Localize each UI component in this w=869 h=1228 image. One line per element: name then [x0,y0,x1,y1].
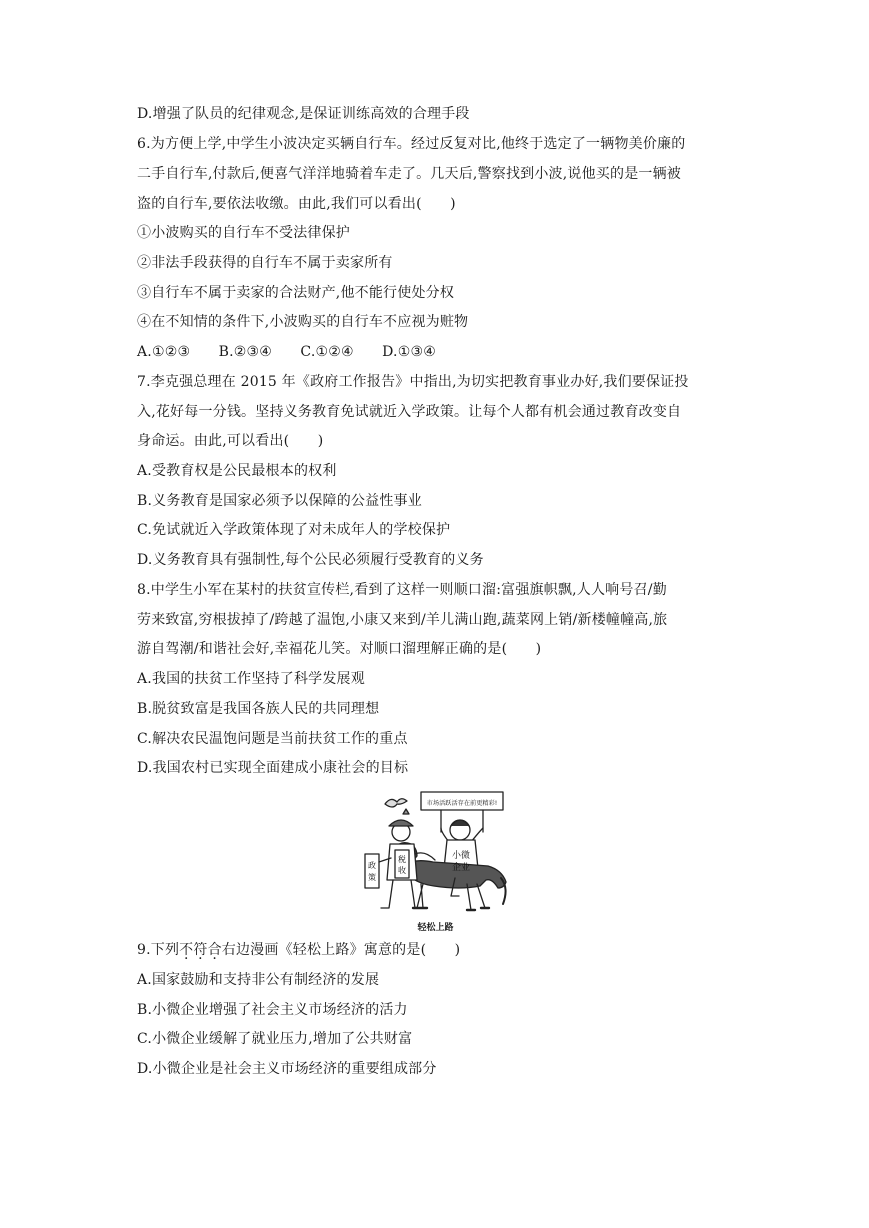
sign-label: 市场活跃活存在前更精彩! [426,800,498,807]
q8-option-a: A.我国的扶贫工作坚持了科学发展观 [137,671,365,687]
q8-option-c: C.解决农民温饱问题是当前扶贫工作的重点 [137,731,408,747]
q7-stem-line-1: 7.李克强总理在 2015 年《政府工作报告》中指出,为切实把教育事业办好,我们要保证投 [137,374,689,390]
q9-option-b: B.小微企业增强了社会主义市场经济的活力 [137,1002,408,1018]
q7-stem-line-3: 身命运。由此,可以看出( ) [137,433,324,449]
emphasis-char-2: 符 [193,942,208,958]
q8-option-b: B.脱贫致富是我国各族人民的共同理想 [137,701,380,717]
tax-label-2: 收 [398,866,406,875]
policy-label-1: 政 [368,861,376,870]
q6-options: A.①②③ B.②③④ C.①②④ D.①③④ [137,344,436,360]
q7-option-c: C.免试就近入学政策体现了对未成年人的学校保护 [137,522,451,538]
q6-statement-1: ①小波购买的自行车不受法律保护 [137,225,350,241]
q6-statement-4: ④在不知情的条件下,小波购买的自行车不应视为赃物 [137,314,469,330]
cartoon-caption: 轻松上路 [417,923,454,933]
q8-stem-line-2: 劳来致富,穷根拔掉了/跨越了温饱,小康又来到/羊儿满山跑,蔬菜网上销/新楼幢幢高,旅 [137,612,668,628]
q6-statement-3: ③自行车不属于卖家的合法财产,他不能行使处分权 [137,285,455,301]
policy-label-2: 策 [368,873,376,882]
q8-stem-line-3: 游自驾潮/和谐社会好,幸福花儿笑。对顺口溜理解正确的是( ) [137,641,542,657]
q6-stem-line-3: 盗的自行车,要依法收缴。由此,我们可以看出( ) [137,196,456,212]
q8-option-d: D.我国农村已实现全面建成小康社会的目标 [137,760,409,776]
tax-label-1: 税 [398,855,406,864]
q6-stem-line-2: 二手自行车,付款后,便喜气洋洋地骑着车走了。几天后,警察找到小波,说他买的是一辆被 [137,166,681,182]
q7-option-a: A.受教育权是公民最根本的权利 [137,463,337,479]
q7-stem-line-2: 入,花好每一分钱。坚持义务教育免试就近入学政策。让每个人都有机会通过教育改变自 [137,404,682,420]
shirt-label-1: 小微 [451,851,471,861]
q9-stem-prefix: 9.下列 [137,942,180,958]
q9-option-a: A.国家鼓励和支持非公有制经济的发展 [137,972,380,988]
emphasis-char-1: 不 [179,942,194,958]
q6-statement-2: ②非法手段获得的自行车不属于卖家所有 [137,255,393,271]
cartoon-easy-on-the-road [363,782,508,938]
q7-option-b: B.义务教育是国家必须予以保障的公益性事业 [137,493,422,509]
q9-option-c: C.小微企业缓解了就业压力,增加了公共财富 [137,1031,413,1047]
q6-stem-line-1: 6.为方便上学,中学生小波决定买辆自行车。经过反复对比,他终于选定了一辆物美价廉的 [137,136,686,152]
q8-stem-line-1: 8.中学生小军在某村的扶贫宣传栏,看到了这样一则顺口溜:富强旗帜飘,人人响号召/勤 [137,582,667,598]
shirt-label-2: 企业 [451,863,471,873]
q9-stem-suffix: 右边漫画《轻松上路》寓意的是( ) [221,942,461,958]
q5-option-d: D.增强了队员的纪律观念,是保证训练高效的合理手段 [137,106,470,122]
q7-option-d: D.义务教育具有强制性,每个公民必须履行受教育的义务 [137,552,484,568]
q9-stem [137,940,737,960]
emphasis-char-3: 合 [207,942,222,958]
cartoon-drawing [363,782,508,918]
q9-option-d: D.小微企业是社会主义市场经济的重要组成部分 [137,1061,437,1077]
